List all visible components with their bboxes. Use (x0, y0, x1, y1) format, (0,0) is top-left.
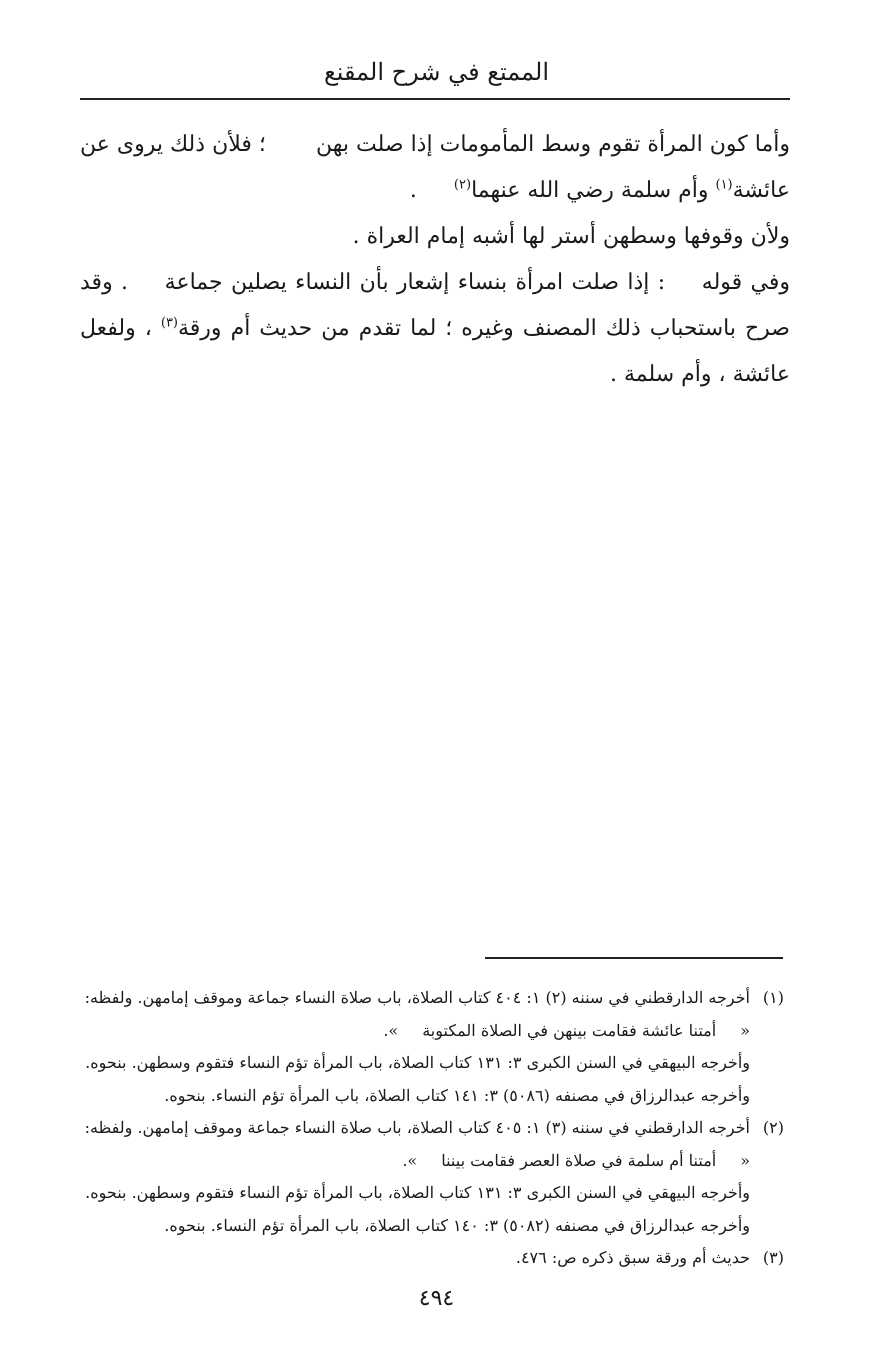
quote-open-mark: « (740, 1020, 750, 1040)
page-number: ٤٩٤ (418, 1286, 455, 1311)
paragraph-2 (80, 214, 790, 260)
paragraph-text: . (409, 178, 424, 203)
running-header (0, 52, 873, 92)
footnote-line: وأخرجه عبدالرزاق في مصنفه (٥٠٨٦) ٣: ١٤١ كتاب الصلاة، باب المرأة تؤم النساء. بنحوه. (164, 1085, 750, 1105)
quote-close-mark: ». (383, 1020, 399, 1040)
paragraph-text: وأم سلمة رضي الله عنهما (471, 178, 716, 203)
quote-text: أمتنا عائشة فقامت بينهن في الصلاة المكتوبة (422, 1020, 717, 1040)
footnote-1 (70, 982, 784, 1112)
footnote-quote-line (70, 1015, 750, 1048)
running-header-title: الممتع في شرح المقنع (324, 58, 549, 86)
footnote-separator (485, 957, 783, 959)
paragraph-text: ؛ فلأن ذلك يروى عن عائشة (80, 132, 790, 203)
footnote-line: وأخرجه عبدالرزاق في مصنفه (٥٠٨٢) ٣: ١٤٠ كتاب الصلاة، باب المرأة تؤم النساء. بنحوه. (164, 1215, 750, 1235)
footnote-number: (١) (762, 988, 784, 1007)
footnote-line: أخرجه الدارقطني في سننه (٣) ١: ٤٠٥ كتاب الصلاة، باب صلاة النساء جماعة وموقف إمامهن. ولفظه: (84, 1118, 750, 1137)
paragraph-text: وأما كون المرأة تقوم وسط المأمومات إذا صلت بهن (315, 132, 790, 157)
footnote-number: (٢) (762, 1118, 784, 1137)
footnote-3 (70, 1242, 784, 1275)
paragraph-text: : إذا صلت امرأة بنساء إشعار بأن النساء يصلين جماعة (164, 270, 666, 295)
paragraph-text: ، ولفعل عائشة ، وأم سلمة . (80, 316, 790, 387)
paragraph-text: وفي قوله (701, 270, 790, 295)
footnote-number: (٣) (762, 1248, 784, 1267)
footnote-line: وأخرجه البيهقي في السنن الكبرى ٣: ١٣١ كتاب الصلاة، باب المرأة تؤم النساء فتقوم وسطهن. بنحوه. (85, 1053, 750, 1072)
footnote-line: حديث أم ورقة سبق ذكره ص: ٤٧٦. (515, 1248, 750, 1267)
footnotes (70, 982, 784, 1275)
footnote-2 (70, 1112, 784, 1242)
paragraph-1 (80, 122, 790, 214)
footnote-ref-3[interactable]: (٣) (160, 315, 178, 331)
footnote-line: أخرجه الدارقطني في سننه (٢) ١: ٤٠٤ كتاب الصلاة، باب صلاة النساء جماعة وموقف إمامهن. ولفظه: (84, 988, 750, 1007)
footnote-ref-1[interactable]: (١) (715, 177, 733, 193)
footnote-ref-2[interactable]: (٢) (453, 177, 472, 193)
paragraph-text: ولأن وقوفها وسطهن أستر لها أشبه إمام العراة . (352, 224, 790, 249)
paragraph-3 (80, 260, 790, 398)
footnote-line: وأخرجه البيهقي في السنن الكبرى ٣: ١٣١ كتاب الصلاة، باب المرأة تؤم النساء فتقوم وسطهن. بنحوه. (85, 1183, 750, 1202)
footnote-quote-line (70, 1145, 750, 1178)
quote-open-mark: « (740, 1150, 750, 1170)
paragraph-text: . وقد صرح باستحباب ذلك المصنف وغيره ؛ لما تقدم من حديث أم ورقة (80, 270, 790, 341)
main-text (80, 122, 790, 398)
quote-text: أمتنا أم سلمة في صلاة العصر فقامت بيننا (441, 1150, 717, 1170)
quote-close-mark: ». (402, 1150, 418, 1170)
header-rule (80, 98, 790, 100)
